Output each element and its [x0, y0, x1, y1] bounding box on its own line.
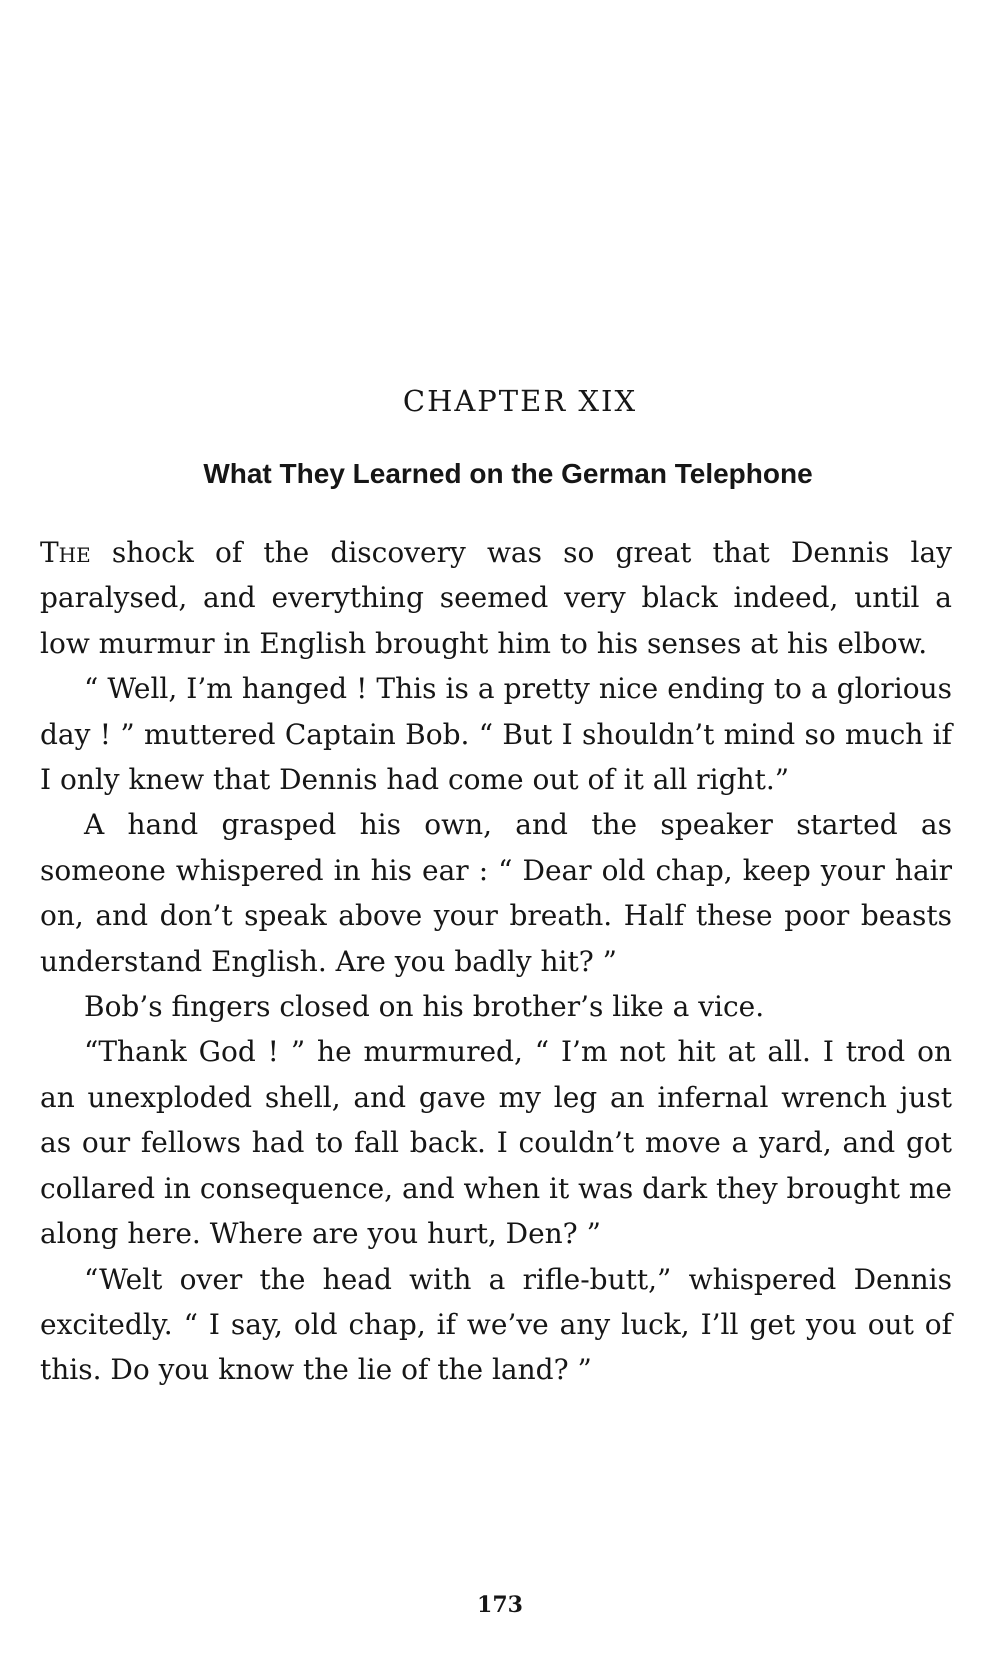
chapter-number: CHAPTER XIX	[402, 384, 638, 418]
paragraph-5: “Thank God ! ” he murmured, “ I’m not hit at all. I trod on an unexploded shell, and gave my leg an infernal wrench just as our fellows had to fall back. I couldn’t move a yard, and got collared in consequence, and when it was dark they brought me along here. Where are you hurt, Den? ”	[40, 1035, 952, 1251]
chapter-body	[40, 530, 952, 1393]
chapter-title: What They Learned on the German Telephone	[203, 458, 813, 489]
paragraph-1	[40, 530, 952, 666]
paragraph-2: “ Well, I’m hanged ! This is a pretty nice ending to a glorious day ! ” muttered Captain Bob. “ But I shouldn’t mind so much if I only knew that Dennis had come out of it all right.”	[40, 672, 952, 797]
page-number: 173	[477, 1592, 523, 1618]
paragraph-lead-word: The	[40, 536, 91, 569]
paragraph-6: “Welt over the head with a rifle-butt,” whispered Dennis excitedly. “ I say, old chap, if we’ve any luck, I’ll get you out of this. Do you know the lie of the land? ”	[40, 1262, 952, 1387]
paragraph-1-text: shock of the discovery was so great that Dennis lay paralysed, and everything seemed very black indeed, until a low murmur in English brought him to his senses at his elbow.	[40, 536, 952, 660]
paragraph-4: Bob’s fingers closed on his brother’s like a vice.	[84, 990, 765, 1024]
paragraph-3: A hand grasped his own, and the speaker started as someone whispered in his ear : “ Dear old chap, keep your hair on, and don’t speak above your breath. Half these poor beasts understand English. Are you badly hit? ”	[40, 808, 952, 978]
